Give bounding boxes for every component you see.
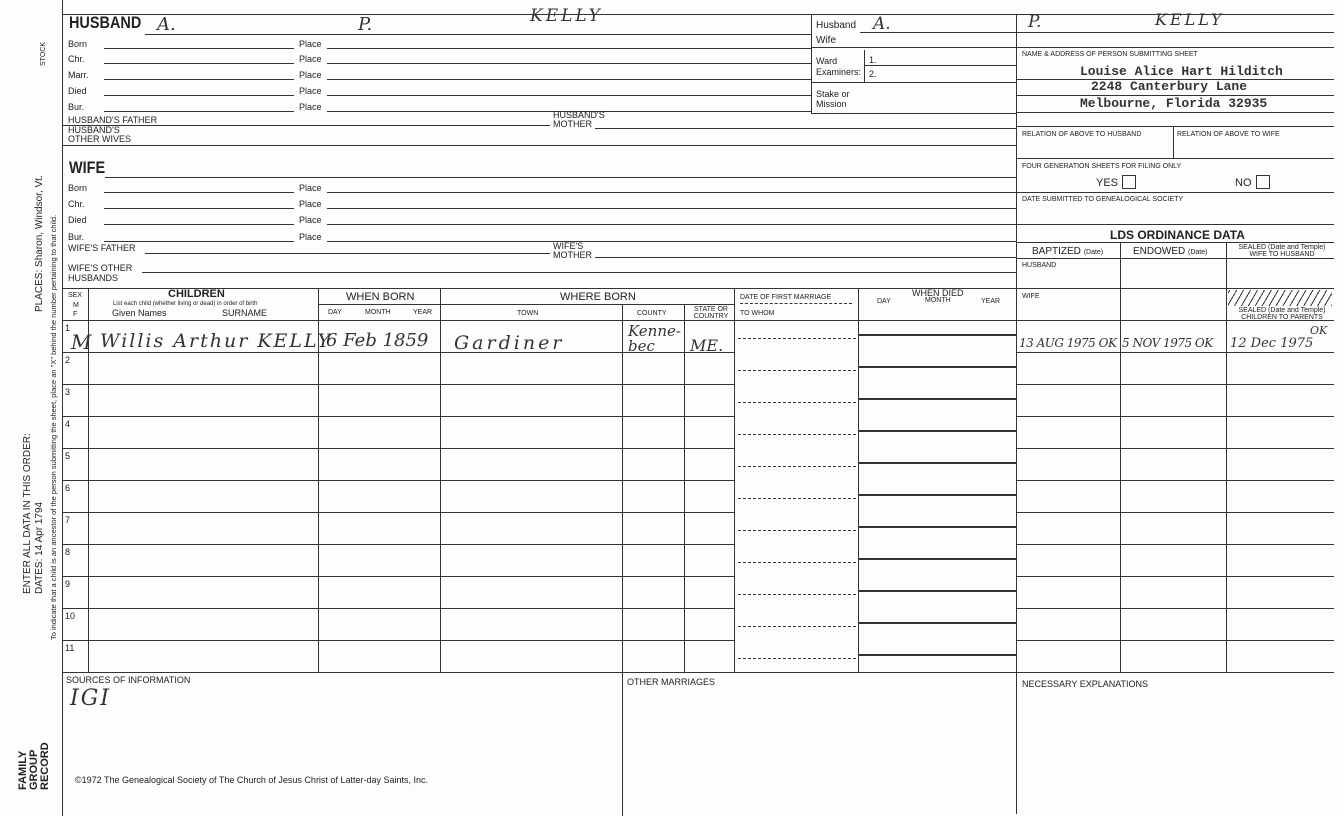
lds-row-line — [1016, 352, 1334, 353]
sex-f-label: F — [73, 311, 78, 318]
wife-chr-label: Chr. — [68, 199, 85, 209]
lds-row-line — [1016, 512, 1334, 513]
died-year-label: YEAR — [981, 298, 1001, 305]
submitter-name[interactable]: Louise Alice Hart Hilditch — [1080, 64, 1283, 79]
child-1-state[interactable]: ME. — [690, 336, 724, 355]
no-checkbox[interactable] — [1256, 175, 1270, 189]
husband-surname[interactable]: KELLY — [530, 6, 603, 26]
child-row-line — [62, 544, 734, 545]
left-border — [62, 0, 63, 816]
center-divider — [1016, 14, 1017, 814]
sealed-hatching — [1228, 290, 1332, 306]
husband-born-place-label: Place — [299, 39, 322, 49]
husband-born-label: Born — [68, 39, 88, 49]
child-1-sex[interactable]: M — [71, 330, 92, 354]
child-1-sealed[interactable]: 12 Dec 1975 — [1230, 336, 1314, 351]
lds-title: LDS ORDINANCE DATA — [1110, 228, 1245, 242]
lds-husband-label: HUSBAND — [1022, 262, 1057, 269]
ward-label: Ward — [816, 56, 838, 66]
given-names-label: Given Names — [112, 308, 167, 318]
marriage-dash-line — [738, 370, 856, 371]
child-1-endowed[interactable]: 5 NOV 1975 OK — [1122, 336, 1213, 350]
wife-heading: WIFE — [69, 158, 106, 177]
wife-died-label: Died — [68, 215, 87, 225]
husband-bur-label: Bur. — [68, 102, 85, 112]
explanations-label: NECESSARY EXPLANATIONS — [1022, 679, 1149, 689]
marriage-dash-line — [738, 466, 856, 467]
when-born-label: WHEN BORN — [346, 291, 415, 303]
ward-wife-label: Wife — [816, 35, 836, 46]
marriage-dash-line — [738, 434, 856, 435]
lds-row-line — [1016, 608, 1334, 609]
lds-row-line — [1016, 384, 1334, 385]
submitter-city[interactable]: Melbourne, Florida 32935 — [1080, 96, 1268, 111]
husband-father-label: HUSBAND'S FATHER — [68, 115, 158, 125]
state-label: STATE OR COUNTRY — [693, 306, 729, 320]
child-row-number: 3 — [65, 387, 71, 397]
child-row-number: 5 — [65, 451, 71, 461]
child-row-line — [62, 448, 734, 449]
county-label: COUNTY — [637, 310, 667, 317]
places-note: To indicate that a child is an ancestor of the person submitting the sheet, place an "X" behind the number pertaining to that child. — [49, 214, 58, 640]
marriage-dash-line — [738, 658, 856, 659]
died-row-line — [858, 334, 1016, 336]
places-label: PLACES: Sharon, Windsor, Vt. — [34, 175, 45, 312]
to-whom-label: TO WHOM — [740, 310, 775, 317]
ward-husband-middle[interactable]: P. — [1028, 12, 1042, 32]
husband-middle-name[interactable]: P. — [358, 14, 373, 35]
died-row-line — [858, 590, 1016, 592]
when-died-label: WHEN DIED — [912, 288, 964, 298]
marriage-dash-line — [738, 530, 856, 531]
relation-wife-label: RELATION OF ABOVE TO WIFE — [1177, 131, 1280, 138]
stake-label: Stake or Mission — [816, 89, 850, 109]
marriage-dash-line — [738, 594, 856, 595]
child-row-line — [62, 576, 734, 577]
marriage-dash-line — [738, 626, 856, 627]
examiner-1[interactable]: 1. — [869, 55, 877, 65]
husband-other-wives-label: HUSBAND'S OTHER WIVES — [68, 125, 132, 144]
lds-row-line — [1016, 576, 1334, 577]
wife-bur-label: Bur. — [68, 232, 85, 242]
lds-row-line — [1016, 448, 1334, 449]
wife-other-husbands-label: WIFE'S OTHER HUSBANDS — [68, 263, 133, 283]
child-1-born[interactable]: 6 Feb 1859 — [326, 330, 429, 351]
born-day-label: DAY — [328, 309, 342, 316]
died-day-label: DAY — [877, 298, 891, 305]
lds-row-line — [1016, 416, 1334, 417]
ward-husband-first[interactable]: A. — [873, 14, 891, 34]
wife-chr-place-label: Place — [299, 199, 322, 209]
husband-marr-place-label: Place — [299, 70, 322, 80]
sealed-wife-label: SEALED (Date and Temple) WIFE TO HUSBAND — [1238, 244, 1326, 258]
sources-value[interactable]: IGI — [70, 686, 111, 711]
child-row-number: 4 — [65, 419, 71, 429]
yes-checkbox[interactable] — [1122, 175, 1136, 189]
lds-row-line — [1016, 640, 1334, 641]
child-1-baptized[interactable]: 13 AUG 1975 OK — [1019, 336, 1117, 350]
children-title: CHILDREN — [168, 288, 225, 300]
child-1-sealed-mark[interactable]: OK — [1310, 324, 1328, 337]
husband-died-label: Died — [68, 86, 87, 96]
submitter-street[interactable]: 2248 Canterbury Lane — [1091, 79, 1248, 94]
child-row-line — [62, 416, 734, 417]
child-row-line — [62, 512, 734, 513]
child-row-number: 11 — [65, 643, 75, 653]
ward-husband-surname[interactable]: KELLY — [1155, 10, 1225, 29]
husband-first-name[interactable]: A. — [157, 14, 176, 35]
enter-all-label: ENTER ALL DATA IN THIS ORDER: — [22, 433, 33, 594]
child-row-number: 10 — [65, 611, 76, 621]
lds-wife-label: WIFE — [1022, 293, 1040, 300]
husband-chr-label: Chr. — [68, 54, 85, 64]
four-gen-label: FOUR GENERATION SHEETS FOR FILING ONLY — [1022, 163, 1182, 170]
where-born-label: WHERE BORN — [560, 291, 636, 303]
wife-born-place-label: Place — [299, 183, 322, 193]
born-month-label: MONTH — [365, 309, 391, 316]
sealed-children-label: SEALED (Date and Temple) CHILDREN TO PARENTS — [1238, 307, 1326, 321]
surname-label: SURNAME — [222, 308, 268, 318]
died-row-line — [858, 494, 1016, 496]
first-marriage-label: DATE OF FIRST MARRIAGE — [740, 294, 832, 301]
marriage-dash-line — [738, 562, 856, 563]
wife-mother-label: WIFE'S MOTHER — [553, 241, 592, 260]
child-row-number: 2 — [65, 355, 71, 365]
husband-mother-label: HUSBAND'S MOTHER — [553, 110, 605, 129]
marriage-dash-line — [738, 498, 856, 499]
relation-husband-label: RELATION OF ABOVE TO HUSBAND — [1022, 131, 1142, 138]
lds-row-line — [1016, 544, 1334, 545]
lds-row-line — [1016, 480, 1334, 481]
marriage-dash-line — [738, 338, 856, 339]
marriage-dash-line — [738, 402, 856, 403]
wife-bur-place-label: Place — [299, 232, 322, 242]
wife-born-label: Born — [68, 183, 88, 193]
husband-marr-label: Marr. — [68, 70, 89, 80]
child-1-town[interactable]: Gardiner — [454, 332, 565, 354]
top-border — [62, 14, 1334, 15]
died-row-line — [858, 558, 1016, 560]
died-month-label: MONTH — [925, 297, 951, 304]
stock-label: STOCK — [40, 42, 47, 66]
died-row-line — [858, 462, 1016, 464]
form-title: FAMILY GROUP RECORD — [17, 742, 51, 790]
child-1-name[interactable]: Willis Arthur KELLY — [100, 330, 332, 352]
child-row-number: 9 — [65, 579, 71, 589]
died-row-line — [858, 366, 1016, 368]
yes-label: YES — [1096, 177, 1119, 189]
other-marriages-label: OTHER MARRIAGES — [627, 677, 716, 687]
sex-label: SEX — [68, 292, 83, 299]
submitter-label: NAME & ADDRESS OF PERSON SUBMITTING SHEET — [1022, 51, 1198, 58]
died-row-line — [858, 398, 1016, 400]
child-row-number: 7 — [65, 515, 71, 525]
ward-left-border — [811, 14, 812, 114]
children-instruction: List each child (whether living or dead) in order of birth — [113, 301, 258, 307]
husband-died-place-label: Place — [299, 86, 322, 96]
husband-heading: HUSBAND — [69, 13, 142, 32]
born-year-label: YEAR — [413, 309, 433, 316]
wife-father-label: WIFE'S FATHER — [68, 243, 136, 253]
child-row-number: 1 — [65, 323, 71, 333]
sources-label: SOURCES OF INFORMATION — [66, 675, 191, 685]
endowed-label: ENDOWED (Date) — [1133, 246, 1208, 257]
died-row-line — [858, 622, 1016, 624]
died-row-line — [858, 654, 1016, 656]
child-row-number: 8 — [65, 547, 71, 557]
husband-chr-place-label: Place — [299, 54, 322, 64]
wife-died-place-label: Place — [299, 215, 322, 225]
died-row-line — [858, 430, 1016, 432]
husband-bur-place-label: Place — [299, 102, 322, 112]
examiner-2[interactable]: 2. — [869, 69, 877, 79]
child-row-number: 6 — [65, 483, 71, 493]
died-row-line — [858, 526, 1016, 528]
sex-m-label: M — [73, 302, 79, 309]
child-row-line — [62, 640, 734, 641]
town-label: TOWN — [517, 310, 539, 317]
child-row-line — [62, 480, 734, 481]
ward-husband-label: Husband — [816, 20, 857, 31]
dates-label: DATES: 14 Apr 1794 — [34, 501, 45, 594]
baptized-label: BAPTIZED (Date) — [1032, 246, 1104, 257]
no-label: NO — [1235, 177, 1252, 189]
child-1-county[interactable]: Kenne-bec — [628, 322, 681, 355]
examiners-label: Examiners: — [816, 67, 862, 77]
child-row-line — [62, 384, 734, 385]
copyright-text: ©1972 The Genealogical Society of The Church of Jesus Christ of Latter-day Saints, Inc. — [75, 775, 428, 785]
child-row-line — [62, 608, 734, 609]
date-submitted-label: DATE SUBMITTED TO GENEALOGICAL SOCIETY — [1022, 196, 1184, 203]
